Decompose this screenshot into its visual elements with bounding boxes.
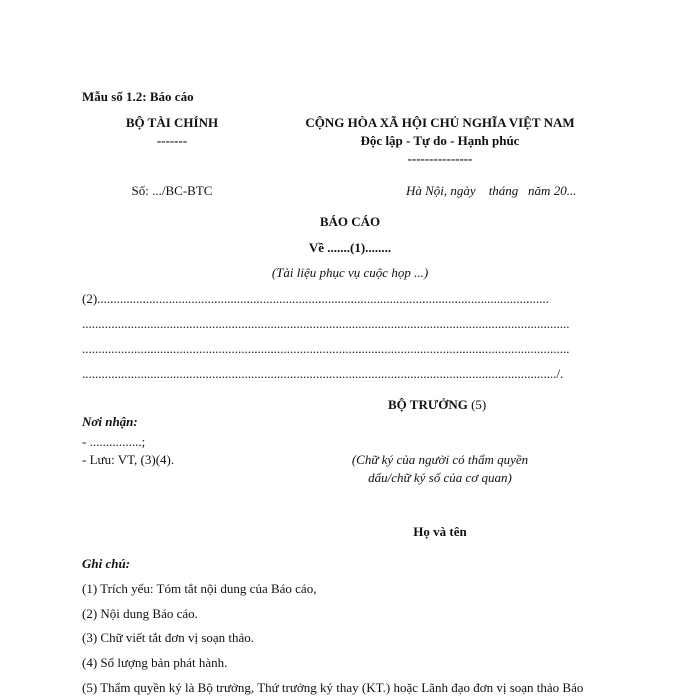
report-subtitle: (Tài liệu phục vụ cuộc họp ...) — [271, 265, 429, 280]
signature-note-line-2: dấu/chữ ký số của cơ quan) — [368, 470, 512, 485]
note-item: (5) Thẩm quyền ký là Bộ trưởng, Thứ trưởng ký thay (KT.) hoặc Lãnh đạo đơn vị soạn thảo Báo — [82, 680, 584, 695]
body-line-4: ................................................................................................................................................../. — [82, 366, 564, 381]
recipient-item: - Lưu: VT, (3)(4). — [82, 452, 175, 467]
place-date: Hà Nội, ngày tháng năm 20... — [406, 183, 577, 198]
signature-note-line-1: (Chữ ký của người có thẩm quyền — [351, 452, 529, 467]
notes-heading: Ghi chú: — [82, 556, 131, 571]
note-item: (2) Nội dung Báo cáo. — [82, 606, 198, 621]
recipients-heading: Nơi nhận: — [82, 414, 138, 429]
note-item: (1) Trích yếu: Tóm tắt nội dung của Báo cáo, — [82, 581, 317, 596]
signer-name: Họ và tên — [413, 524, 467, 539]
document-number: Số: .../BC-BTC — [131, 183, 213, 198]
body-line-3: ...................................................................................................................................................... — [82, 341, 570, 356]
note-item: (4) Số lượng bản phát hành. — [82, 655, 228, 670]
signature-title-note: (5) — [471, 397, 487, 412]
ministry-rule: ------- — [156, 133, 188, 148]
report-subject: Về .......(1)........ — [308, 240, 392, 255]
body-line-1: (2)........................................................................................................................................... — [82, 291, 549, 306]
signature-title-block — [388, 397, 486, 413]
form-label: Mẫu số 1.2: Báo cáo — [82, 89, 194, 104]
nation-title: CỘNG HÒA XÃ HỘI CHỦ NGHĨA VIỆT NAM — [305, 115, 575, 130]
motto-rule: --------------- — [407, 151, 473, 166]
body-line-2: ...................................................................................................................................................... — [82, 316, 570, 331]
signature-title: BỘ TRƯỞNG — [388, 397, 468, 412]
recipient-item: - ................; — [82, 434, 146, 449]
ministry-name: BỘ TÀI CHÍNH — [125, 115, 219, 130]
note-item: (3) Chữ viết tắt đơn vị soạn thảo. — [82, 630, 255, 645]
report-title: BÁO CÁO — [319, 214, 381, 229]
nation-motto: Độc lập - Tự do - Hạnh phúc — [360, 133, 520, 148]
